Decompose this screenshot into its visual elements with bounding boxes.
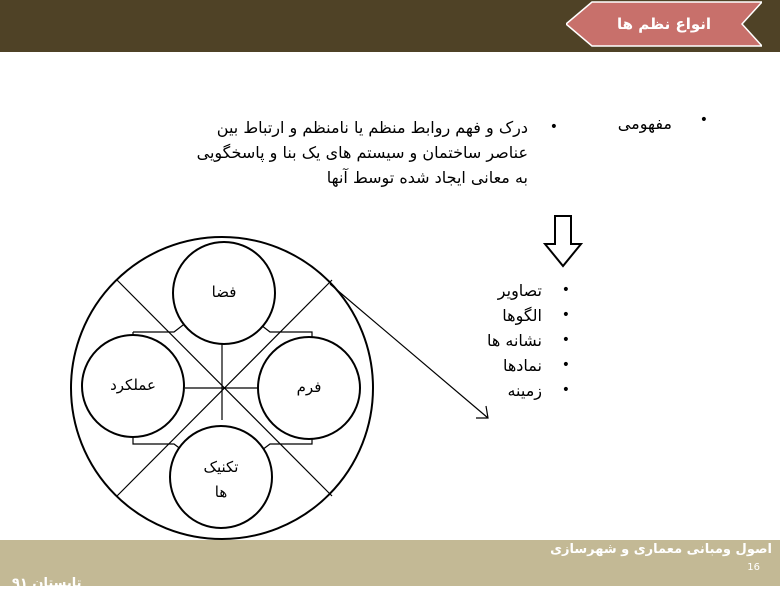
page-number: 16 — [747, 562, 760, 573]
list-item: • الگوها — [470, 303, 580, 328]
bullet-icon: • — [699, 112, 708, 128]
list-item: • زمینه — [470, 378, 580, 403]
bullet-icon: • — [561, 357, 570, 373]
list-item: • تصاویر — [470, 278, 580, 303]
concept-label: مفهومی — [617, 114, 672, 133]
bullet-icon: • — [549, 119, 558, 135]
label-space: فضا — [211, 283, 237, 301]
bullet-icon: • — [561, 332, 570, 348]
footer-date: تابستان ۹۱ — [12, 576, 82, 591]
list-item: • نشانه ها — [470, 328, 580, 353]
label-technique: تکنیک ها — [203, 458, 239, 501]
bullet-icon: • — [561, 382, 570, 398]
label-function: عملکرد — [110, 376, 156, 394]
slide-title: انواع نظم ها — [616, 15, 712, 33]
list-item: • نمادها — [470, 353, 580, 378]
bullet-icon: • — [561, 307, 570, 323]
footer-title: اصول ومبانی معماری و شهرسازی — [550, 542, 772, 557]
bullet-icon: • — [561, 282, 570, 298]
concept-description: درک و فهم روابط منظم یا نامنظم و ارتباط بین عناصر ساختمان و سیستم های یک بنا و پاسخگویی به معانی ایجاد شده توسط آنها — [196, 118, 528, 187]
label-form: فرم — [296, 378, 322, 396]
